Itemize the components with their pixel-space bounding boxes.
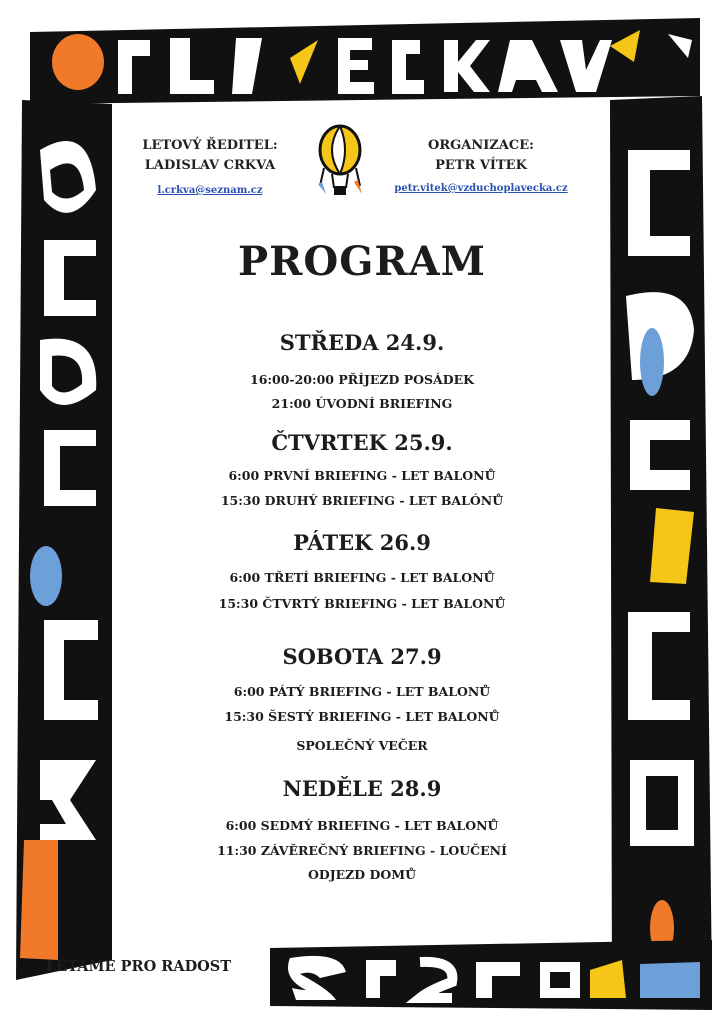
frame-right-lettering [610,96,712,1000]
page-title: PROGRAM [238,238,486,285]
event-item: 15:30 ŠESTÝ BRIEFING - LET BALONŮ [224,709,500,724]
day-heading: ČTVRTEK 25.9. [271,430,453,455]
flight-director-email[interactable]: l.crkva@seznam.cz [157,185,263,196]
hot-air-balloon-icon [310,122,370,198]
flight-director-name: LADISLAV CRKVA [144,158,276,173]
organizer-name: PETR VÍTEK [435,158,527,173]
event-item: 15:30 DRUHÝ BRIEFING - LET BALÓNŮ [220,493,504,508]
motto: LÉTÁME PRO RADOST [46,958,232,975]
event-item: 11:30 ZÁVĚREČNÝ BRIEFING - LOUČENÍ [217,843,507,858]
event-item: 15:30 ČTVRTÝ BRIEFING - LET BALONŮ [218,596,506,611]
day-heading: PÁTEK 26.9 [293,530,431,555]
day-heading: SOBOTA 27.9 [282,644,442,669]
event-item: 6:00 TŘETÍ BRIEFING - LET BALONŮ [229,570,495,585]
frame-bottom-lettering [270,940,712,1010]
day-heading: NEDĚLE 28.9 [282,776,442,801]
organizer-role: ORGANIZACE: [428,138,534,153]
flight-director-role: LETOVÝ ŘEDITEL: [142,138,278,153]
frame-left-lettering [16,100,112,980]
organizer-block [395,136,567,176]
event-item: 21:00 ÚVODNÍ BRIEFING [271,396,453,411]
event-item: 6:00 PÁTÝ BRIEFING - LET BALONŮ [233,684,491,699]
event-item: 6:00 PRVNÍ BRIEFING - LET BALONŮ [228,468,496,483]
event-item: 6:00 SEDMÝ BRIEFING - LET BALONŮ [225,818,499,833]
event-item: SPOLEČNÝ VEČER [296,738,428,753]
organizer-email[interactable]: petr.vitek@vzduchoplavecka.cz [394,183,568,194]
event-item: ODJEZD DOMŮ [308,867,416,882]
event-item: 16:00-20:00 PŘÍJEZD POSÁDEK [250,372,474,387]
flight-director-block [120,136,300,176]
day-heading: STŘEDA 24.9. [279,330,445,355]
frame-top-lettering [30,18,700,104]
